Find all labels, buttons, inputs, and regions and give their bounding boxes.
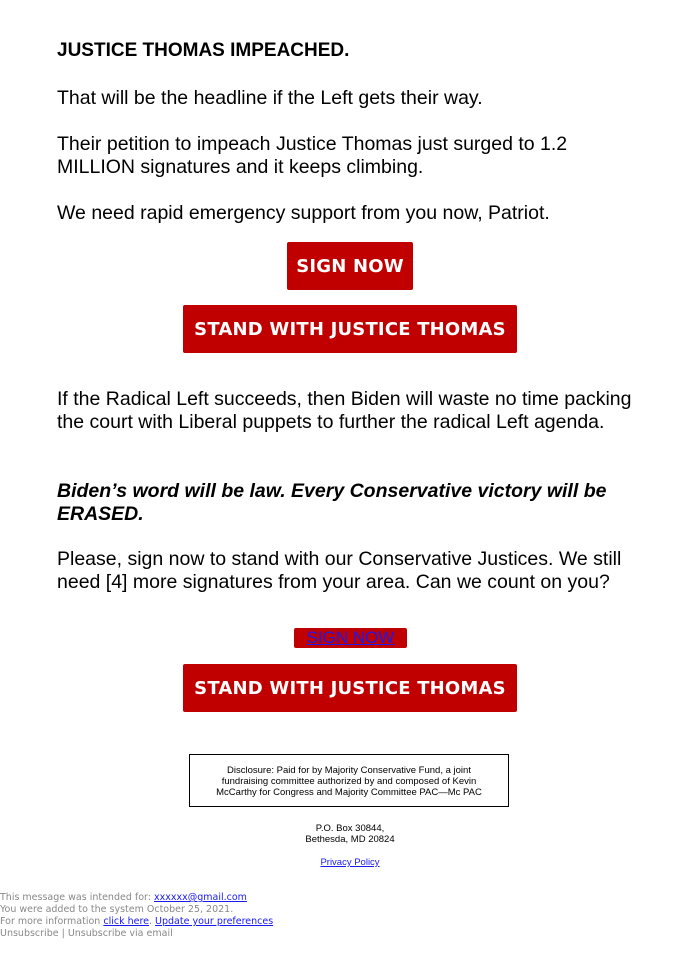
more-info-label: For more information [0,916,104,927]
email-headline: JUSTICE THOMAS IMPEACHED. [57,40,350,61]
email-footer [0,892,400,940]
privacy-policy-container [250,857,450,868]
intended-for-line [0,892,400,904]
paragraph-3: We need rapid emergency support from you now, Patriot. [57,202,550,224]
separator-text: . [149,916,156,927]
mailing-address [250,823,450,845]
more-info-line [0,916,400,928]
pipe-separator: | [58,928,68,939]
unsubscribe-text[interactable]: Unsubscribe [0,928,59,939]
disclosure-box: Disclosure: Paid for by Majority Conservative Fund, a joint fundraising committee authorized by and composed of Kevin McCarthy for Congress and Majority Committee PAC—Mc PAC [189,754,509,807]
added-date-line: You were added to the system October 25, 2021. [0,904,234,915]
sign-now-link[interactable]: SIGN NOW [294,628,407,648]
address-line-2: Bethesda, MD 20824 [305,834,395,845]
update-preferences-link[interactable]: Update your preferences [155,916,274,927]
paragraph-6: Please, sign now to stand with our Conservative Justices. We still need [4] more signatures from your area. Can we count on you? [57,548,622,593]
unsubscribe-via-email-text[interactable]: Unsubscribe via email [67,928,173,939]
paragraph-2: Their petition to impeach Justice Thomas just surged to 1.2 MILLION signatures and it keeps climbing. [57,133,568,178]
paragraph-4: If the Radical Left succeeds, then Biden will waste no time packing the court with Liberal puppets to further the radical Left agenda. [57,388,632,433]
address-line-1: P.O. Box 30844, [315,823,385,834]
privacy-policy-link[interactable]: Privacy Policy [320,857,380,868]
stand-with-justice-thomas-button[interactable]: STAND WITH JUSTICE THOMAS [183,305,517,353]
paragraph-1: That will be the headline if the Left gets their way. [57,87,483,109]
paragraph-5-emphasis: Biden’s word will be law. Every Conservative victory will be ERASED. [57,480,607,525]
stand-with-justice-thomas-button-2[interactable]: STAND WITH JUSTICE THOMAS [183,664,517,712]
unsubscribe-line [0,928,400,940]
intended-for-label: This message was intended for: [0,892,154,903]
sign-now-button[interactable]: SIGN NOW [287,242,413,290]
click-here-link[interactable]: click here [103,916,149,927]
recipient-email-link[interactable]: xxxxxx@gmail.com [154,892,247,903]
